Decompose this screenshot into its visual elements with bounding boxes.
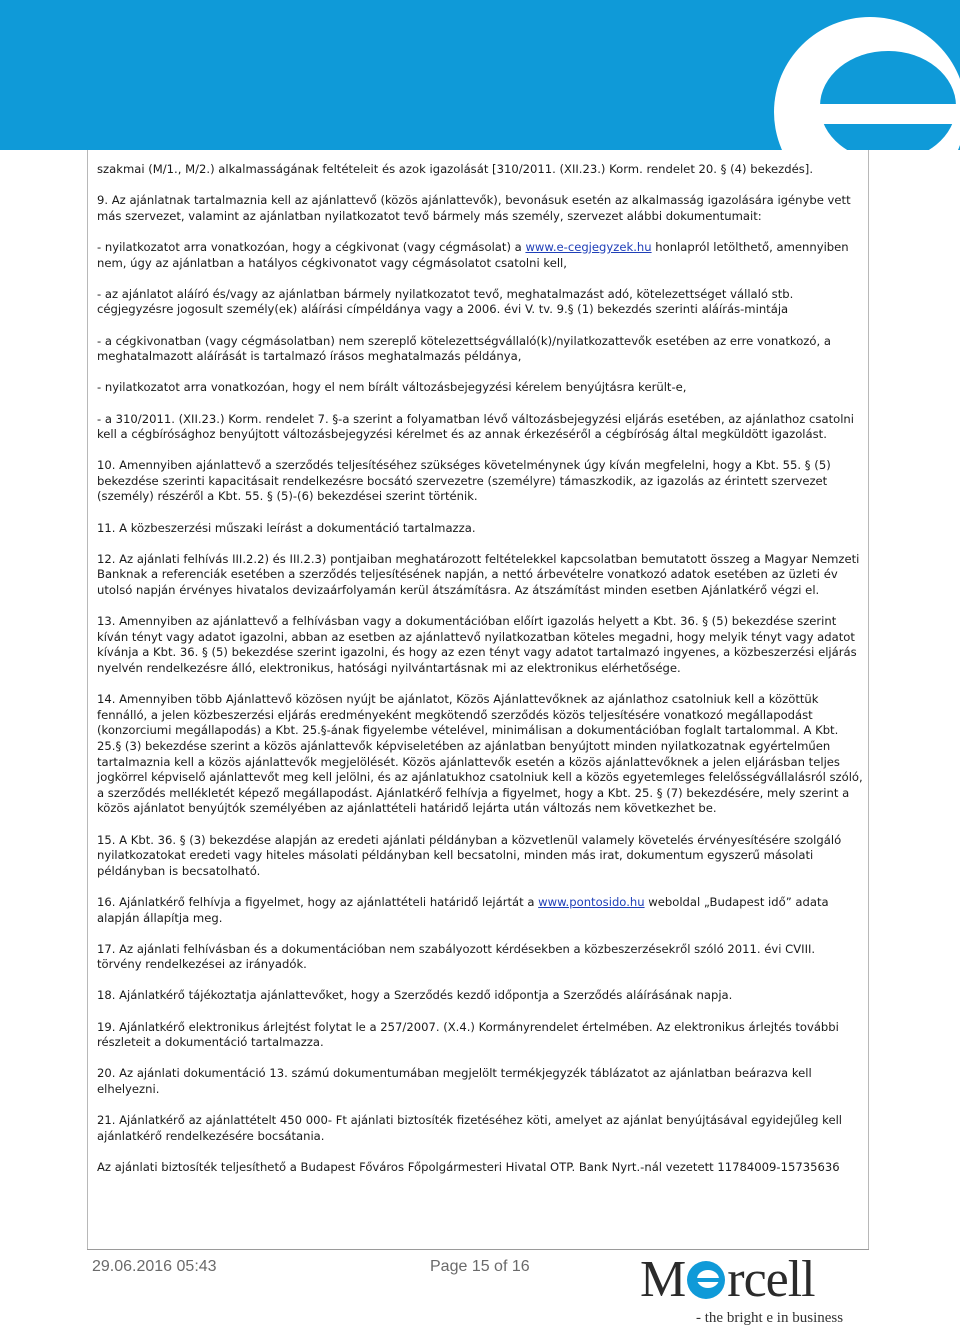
bullet-alairasi-cimpeldany: - az ajánlatot aláíró és/vagy az ajánlatban bármely nyilatkozatot tevő, meghatalmazást adó, kötelezettséget vállaló stb. cégjegyzésre jogosult személy(ek) aláírási címpéldánya vagy a 2006. évi V. tv. 9.§ (1) bekezdés szerinti aláírás-mintája: [97, 286, 794, 317]
paragraph-biztositek: Az ajánlati biztosíték teljesíthető a Budapest Főváros Főpolgármesteri Hivatal OTP. Bank Nyrt.-nál vezetett 11784009-15735636: [97, 1160, 840, 1174]
brand-letters-rest: rcell: [727, 1251, 815, 1308]
pontosido-link[interactable]: www.pontosido.hu: [538, 894, 645, 909]
footer-divider: [87, 1249, 869, 1250]
paragraph-21: 21. Ajánlatkérő az ajánlattételt 450 000- Ft ajánlati biztosíték fizetéséhez köti, amelyet az ajánlat benyújtásával egyidejűleg kell ajánlatkérő rendelkezésére bocsátania.: [97, 1113, 843, 1143]
paragraph-11: 11. A közbeszerzési műszaki leírást a dokumentáció tartalmazza.: [97, 520, 476, 535]
paragraph-18: 18. Ajánlatkérő tájékoztatja ajánlattevőket, hogy a Szerződés kezdő időpontja a Szerződés aláírásának napja.: [97, 988, 733, 1003]
paragraph-16: [97, 895, 863, 926]
paragraph-20: 20. Az ajánlati dokumentáció 13. számú dokumentumában megjelölt termékjegyzék táblázatot az ajánlatban beárazva kell elhelyezni.: [97, 1066, 812, 1097]
paragraph-10: 10. Amennyiben ajánlattevő a szerződés teljesítéséhez szükséges követelménynek úgy kíván megfelelni, hogy a Kbt. 55. § (5) bekezdése szerinti kapacitásait rendelkezésre bocsátó szervezetre (személyre) támaszkodik, az igazolás az érintett szervezet (személy) részéről a Kbt. 55. § (5)-(6) bekezdései szerint történik.: [97, 458, 831, 504]
paragraph-19: 19. Ajánlatkérő elektronikus árlejtést folytat le a 257/2007. (X.4.) Kormányrendelet értelmében. Az elektronikus árlejtés további részleteit a dokumentáció tartalmazza.: [97, 1019, 839, 1050]
marcell-e-mark-icon: [760, 0, 960, 150]
paragraph-14: 14. Amennyiben több Ajánlattevő közösen nyújt be ajánlatot, Közös Ajánlattevőknek az ajánlathoz csatolniuk kell a közöttük fennálló, a jelen közbeszerzési eljárás eredményeként megkötendő szerződés közös teljesítésére vonatkozó megállapodást (konzorciumi megállapodás) a Kbt. 25.§-ának figyelembe vételével, minimálisan a dokumentációban foglalt tartalommal. A Kbt. 25.§ (3) bekezdése szerint a közös ajánlattevők képviseletében az ajánlatban benyújtott minden nyilatkozatnak egyértelműen tartalmaznia kell a közös ajánlattevők megjelölését. Közös ajánlattevők esetén a közös ajánlattevőknek a jelen eljárásban teljes jogkörrel képviselő ajánlattevőt meg kell jelölni, és az ajánlatukhoz csatolniuk kell a közös egyetemleges felelősségvállalásról szóló, a szerződés mellékletét képező megállapodást. Ajánlatkérő felhívja a figyelmet, hogy a Kbt. 25. § (7) bekezdésére, mely szerint a közös ajánlatot benyújtók személyében az ajánlattételi határidő lejárta után változás nem következhet be.: [97, 692, 863, 816]
document-body: [87, 150, 869, 1250]
bullet-text: - nyilatkozatot arra vonatkozóan, hogy a cégkivonat (vagy cégmásolat) a: [97, 239, 526, 254]
bullet-text: honlapról letölthető, amennyiben nem, úgy az ajánlatban a hatályos cégkivonatot vagy cégmásolatot csatolni kell,: [97, 239, 849, 270]
paragraph-12: 12. Az ajánlati felhívás III.2.2) és III.2.3) pontjaiban meghatározott feltételekkel kapcsolatban bemutatott összeg a Magyar Nemzeti Banknak a referenciák esetében a szerződés teljesítésének napján, a nettó árbevételre vonatkozó adatok esetében az üzleti év utolsó napján érvényes hivatalos devizaárfolyamán kerül átszámításra. Az átszámítást minden esetben Ajánlatkérő végzi el.: [97, 551, 860, 598]
paragraph-17: 17. Az ajánlati felhívásban és a dokumentációban nem szabályozott kérdésekben a közbeszerzésekről szóló 2011. évi CVIII. törvény rendelkezései az irányadók.: [97, 941, 816, 972]
e-cegjegyzek-link[interactable]: www.e-cegjegyzek.hu: [525, 239, 652, 254]
bullet-meghatalmazas: - a cégkivonatban (vagy cégmásolatban) nem szereplő kötelezettségvállaló(k)/nyilatkozattevők esetében az erre vonatkozó, a meghatalmazott aláírását is tartalmazó írásos meghatalmazás példánya,: [97, 333, 831, 364]
paragraph-9: 9. Az ajánlatnak tartalmaznia kell az ajánlattevő (közös ajánlattevők), bevonásuk esetén az alkalmasság igazolására igénybe vett más szervezet, valamint az ajánlatban nyilatkozatot tevő bármely más személy, szervezet alábbi dokumentumait:: [97, 193, 851, 223]
paragraph-13: 13. Amennyiben az ajánlattevő a felhívásban vagy a dokumentációban előírt igazolás helyett a Kbt. 36. § (5) bekezdése szerint kíván tényt vagy adatot igazolni, abban az esetben az ajánlattevő nyilatkozatban köteles megadni, hogy melyik tényt vagy adatot kívánja a Kbt. 36. § (5) bekezdése szerint igazolni, és hogy az ezen tényt vagy adatot tartalmazó ingyenes, a közbeszerzési eljárás nyelvén rendelkezésre álló, elektronikus, hatósági nyilvántartásnak mi az elektronikus elérhetősége.: [97, 614, 857, 675]
paragraph-15: 15. A Kbt. 36. § (3) bekezdése alapján az eredeti ajánlati példányban a közvetlenül valamely követelés érvényesítésére szolgáló nyilatkozatokat eredeti vagy hiteles másolati példányban kell becsatolni, minden más irat, dokumentum egyszerű másolati példányban is becsatolható.: [97, 832, 842, 878]
paragraph-text: 16. Ajánlatkérő felhívja a figyelmet, hogy az ajánlattételi határidő lejártát a: [97, 894, 539, 909]
brand-tagline: - the bright e in business: [696, 1310, 844, 1326]
paragraph-text: weboldal „Budapest idő” adata alapján állapítja meg.: [97, 894, 829, 925]
brand-wordmark: [640, 1252, 815, 1308]
header-band: [0, 0, 960, 150]
footer-date: 29.06.2016 05:43: [92, 1258, 217, 1275]
footer-page-number: Page 15 of 16: [430, 1258, 530, 1275]
paragraph-intro: szakmai (M/1., M/2.) alkalmasságának feltételeit és azok igazolását [310/2011. (XII.23.) Korm. rendelet 20. § (4) bekezdés].: [97, 162, 814, 176]
bullet-cegbirosag: - a 310/2011. (XII.23.) Korm. rendelet 7. §-a szerint a folyamatban lévő változásbejegyzési eljárás esetében, az ajánlathoz csatolni kell a cégbírósághoz benyújtott változásbejegyzési kérelmet és az annak érkezéséről a cégbíróság által megküldött igazolást.: [97, 411, 854, 442]
bullet-cegkivonat: [97, 240, 863, 271]
marcell-e-mark-icon: [686, 1260, 726, 1300]
brand-letter-m: M: [640, 1251, 686, 1308]
marcell-logo: [640, 1252, 870, 1329]
bullet-valtozasbejegyzes: - nyilatkozatot arra vonatkozóan, hogy el nem bírált változásbejegyzési kérelem benyújtásra került-e,: [97, 380, 687, 395]
